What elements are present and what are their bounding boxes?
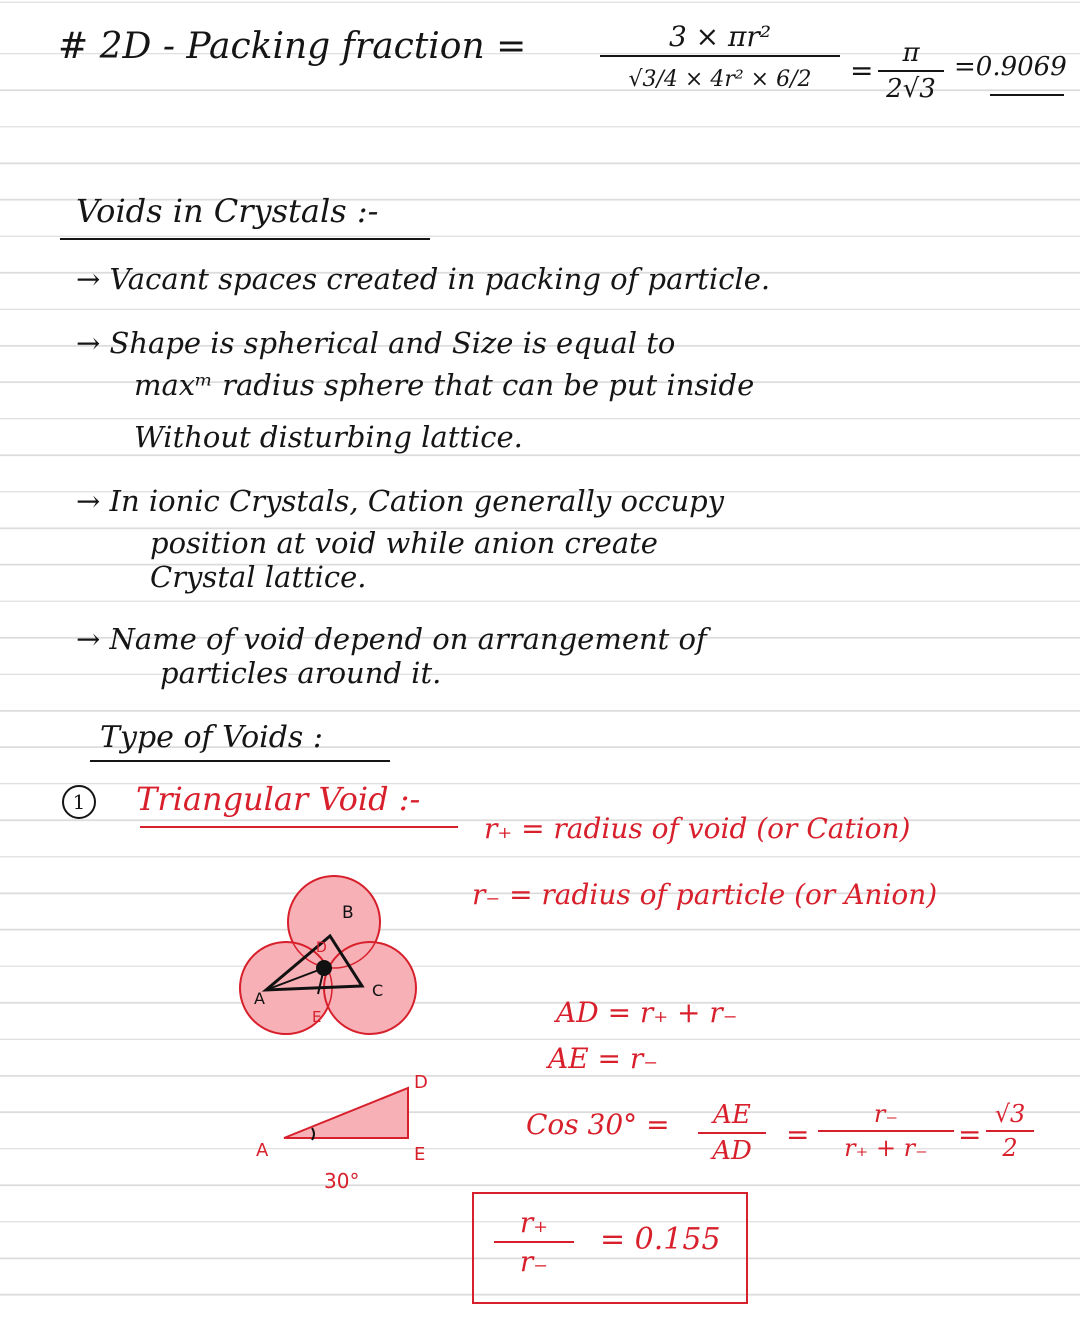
triangle-ade [284, 1088, 408, 1138]
result-bar [494, 1241, 574, 1243]
angle-label: 30° [324, 1169, 360, 1193]
result-num: r₊ [519, 1206, 549, 1239]
triangular-void-title: Triangular Void :- [136, 780, 421, 818]
note-line-3: maxᵐ radius sphere that can be put inside [134, 368, 755, 402]
right-triangle-diagram [246, 1066, 446, 1206]
packing-result: =0.9069 [954, 52, 1067, 82]
cos-label: Cos 30° = [526, 1108, 670, 1141]
frac-ae-den: AD [712, 1136, 752, 1166]
eq-ad: AD = r₊ + r₋ [556, 996, 738, 1029]
note-line-5: → In ionic Crystals, Cation generally occupy [76, 484, 725, 518]
packing-heading: # 2D - Packing fraction = [58, 26, 527, 67]
triangular-title-underline [140, 826, 458, 828]
frac-ae-num: AE [713, 1100, 751, 1130]
label-e: E [312, 1008, 322, 1026]
voids-heading-underline [60, 238, 430, 240]
note-line-8: → Name of void depend on arrangement of [76, 622, 707, 656]
simplified-num: π [902, 38, 920, 68]
types-heading-underline [90, 760, 390, 762]
simplified-bar [878, 70, 944, 72]
packing-fraction [600, 20, 840, 92]
types-heading: Type of Voids : [100, 720, 323, 755]
frac-sqrt-num: √3 [994, 1100, 1026, 1128]
note-line-4: Without disturbing lattice. [134, 420, 523, 454]
frac-sqrt-bar [986, 1130, 1034, 1132]
label-a: A [254, 989, 265, 1008]
tri-label-e: E [414, 1144, 426, 1165]
frac-sqrt [986, 1100, 1034, 1162]
frac-r [818, 1100, 954, 1162]
void-cation [316, 960, 332, 976]
simplified-den: 2√3 [886, 74, 936, 104]
note-line-2: → Shape is spherical and Size is equal to [76, 326, 676, 360]
packing-numerator: 3 × πr² [668, 20, 772, 53]
section-number: 1 [62, 785, 96, 819]
packing-denominator: √3/4 × 4r² × 6/2 [628, 67, 812, 92]
label-c: C [372, 981, 384, 1000]
result-den: r₋ [519, 1245, 549, 1278]
tri-label-a: A [256, 1140, 269, 1161]
packing-simplified [878, 38, 944, 104]
result-fraction [494, 1206, 574, 1278]
tri-label-d: D [414, 1072, 428, 1093]
label-b: B [342, 903, 354, 923]
frac-r-den: r₊ + r₋ [844, 1134, 928, 1162]
frac-sqrt-den: 2 [1002, 1134, 1018, 1162]
triangular-void-diagram [230, 870, 420, 1040]
note-line-7: Crystal lattice. [150, 560, 367, 594]
def-r-minus: r₋ = radius of particle (or Anion) [472, 878, 938, 911]
eq-ae: AE = r₋ [548, 1042, 659, 1075]
voids-heading: Voids in Crystals :- [76, 192, 379, 230]
note-line-1: → Vacant spaces created in packing of particle. [76, 262, 771, 296]
result-value: = 0.155 [600, 1222, 721, 1257]
fraction-bar [600, 55, 840, 57]
result-underline [990, 94, 1064, 96]
eq-sign-2: = [958, 1118, 982, 1151]
label-d: D [316, 940, 327, 956]
frac-r-bar [818, 1130, 954, 1132]
note-line-6: position at void while anion create [150, 526, 658, 560]
frac-r-num: r₋ [873, 1100, 899, 1128]
packing-equals: = [850, 54, 874, 87]
eq-sign-1: = [786, 1118, 810, 1151]
frac-ae-bar [698, 1132, 766, 1134]
note-line-9: particles around it. [160, 656, 442, 690]
def-r-plus: r₊ = radius of void (or Cation) [484, 812, 911, 845]
frac-ae-ad [698, 1100, 766, 1166]
